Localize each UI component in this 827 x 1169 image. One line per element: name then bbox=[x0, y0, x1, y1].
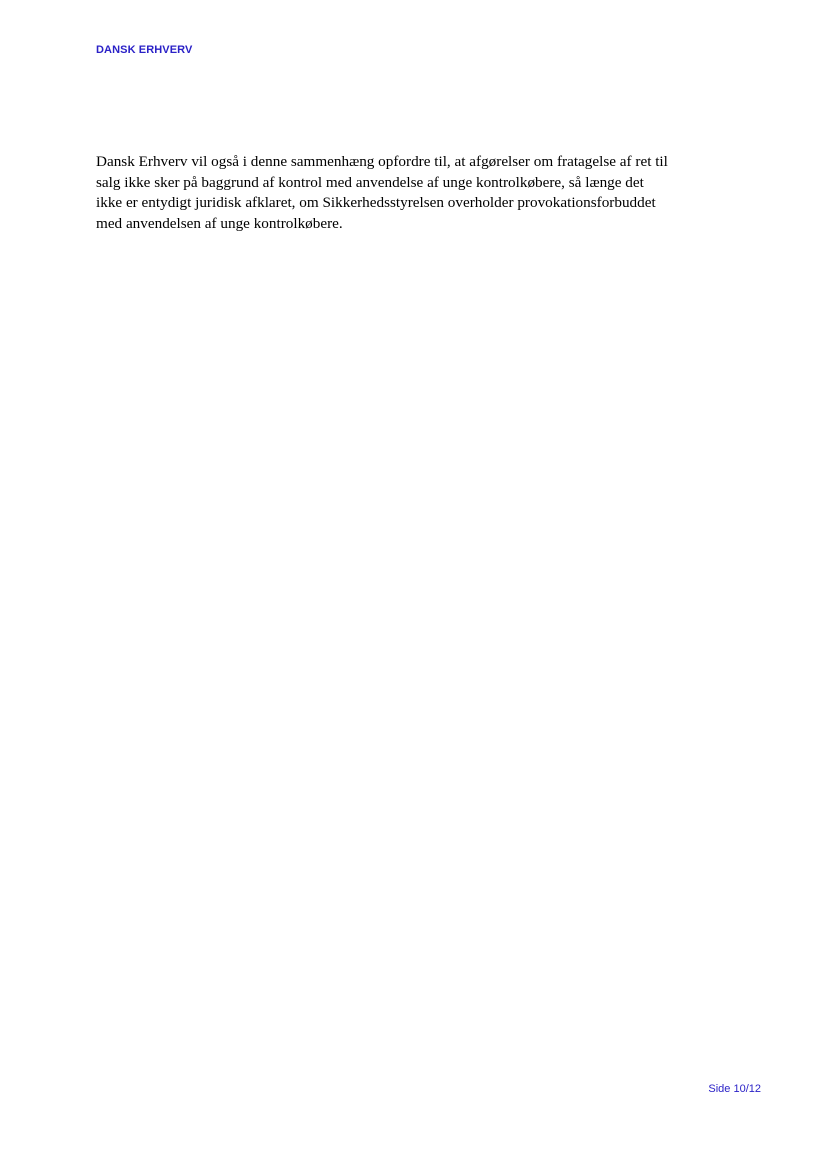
page-number: Side 10/12 bbox=[708, 1083, 761, 1095]
paragraph-line: salg ikke sker på baggrund af kontrol med anvendelse af unge kontrolkøbere, så længe det bbox=[96, 173, 644, 191]
paragraph-line: med anvendelsen af unge kontrolkøbere. bbox=[96, 214, 343, 232]
organization-header: DANSK ERHVERV bbox=[96, 44, 193, 56]
paragraph-line: ikke er entydigt juridisk afklaret, om Sikkerhedsstyrelsen overholder provokationsforbuddet bbox=[96, 194, 656, 211]
body-paragraph bbox=[96, 152, 728, 234]
paragraph-line: Dansk Erhverv vil også i denne sammenhæng opfordre til, at afgørelser om fratagelse af ret til bbox=[96, 153, 668, 170]
